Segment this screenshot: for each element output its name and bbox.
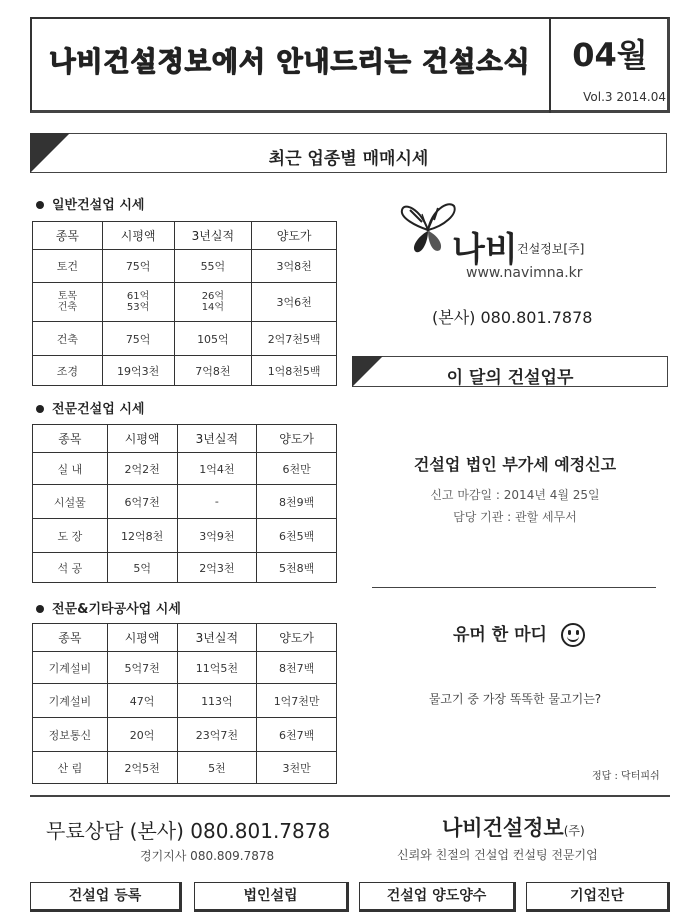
general-construction-title: 일반건설업 시세 — [52, 198, 145, 213]
humor-heading — [453, 620, 585, 647]
price-cell: 3천만 — [257, 752, 337, 784]
table-row — [33, 684, 337, 718]
column-header: 시평액 — [107, 624, 177, 652]
column-header: 종목 — [33, 624, 108, 652]
kind-cell: 토목 건축 — [33, 283, 103, 322]
table-row — [33, 519, 337, 553]
issue-month: 04월 — [572, 36, 648, 74]
price-cell: 1억8천5백 — [252, 356, 337, 386]
valuation-cell: 6억7천 — [107, 485, 177, 519]
price-cell: 6천7백 — [257, 718, 337, 752]
kind-cell: 실 내 — [33, 453, 108, 485]
company-slogan: 신뢰와 친절의 건설업 컨설팅 전문기업 — [397, 848, 598, 862]
special-construction-heading — [36, 398, 144, 417]
smiley-icon — [561, 623, 585, 647]
bullet-icon — [36, 405, 44, 413]
special-construction-title: 전문건설업 시세 — [52, 402, 145, 417]
humor-answer: 정답 : 닥터피쉬 — [592, 771, 660, 782]
record-cell: 105억 — [174, 322, 252, 356]
record-cell: 23억7천 — [177, 718, 257, 752]
business-office: 담당 기관 : 관할 세무서 — [453, 510, 577, 524]
price-cell: 6천만 — [257, 453, 337, 485]
valuation-cell: 75억 — [102, 322, 174, 356]
section-divider — [372, 587, 656, 588]
company-logo-subtitle: 건설정보[주] — [517, 242, 585, 256]
valuation-cell: 19억3천 — [102, 356, 174, 386]
free-consult-phone: 무료상담 (본사) 080.801.7878 — [46, 819, 331, 843]
business-deadline: 신고 마감일 : 2014년 4월 25일 — [430, 488, 600, 502]
column-header: 종목 — [33, 222, 103, 250]
kind-cell: 시설물 — [33, 485, 108, 519]
table-row — [33, 752, 337, 784]
column-header: 양도가 — [252, 222, 337, 250]
table-row — [33, 453, 337, 485]
record-cell: 7억8천 — [174, 356, 252, 386]
other-construction-heading — [36, 598, 181, 617]
service-construction-registration-button[interactable]: 건설업 등록 — [30, 882, 182, 912]
humor-title: 유머 한 마디 — [453, 625, 547, 645]
other-construction-title: 전문&기타공사업 시세 — [52, 602, 181, 617]
table-row — [33, 250, 337, 283]
kind-cell: 산 림 — [33, 752, 108, 784]
column-header: 양도가 — [257, 425, 337, 453]
company-url[interactable]: www.navimna.kr — [466, 265, 583, 281]
price-cell: 5천8백 — [257, 553, 337, 583]
general-construction-heading — [36, 194, 144, 213]
table-row — [33, 283, 337, 322]
price-cell: 8천9백 — [257, 485, 337, 519]
table-row — [33, 322, 337, 356]
table-row — [33, 553, 337, 583]
kind-cell: 도 장 — [33, 519, 108, 553]
column-header: 종목 — [33, 425, 108, 453]
market-price-banner — [30, 133, 667, 173]
general-construction-table — [32, 221, 337, 386]
table-row — [33, 485, 337, 519]
valuation-cell: 5억 — [107, 553, 177, 583]
headquarters-phone: (본사) 080.801.7878 — [432, 308, 593, 327]
butterfly-logo-icon — [398, 200, 460, 262]
special-construction-table — [32, 424, 337, 583]
newsletter-title: 나비건설정보에서 안내드리는 건설소식 — [49, 47, 531, 78]
branch-phone: 경기지사 080.809.7878 — [140, 849, 275, 863]
table-row — [33, 652, 337, 684]
valuation-cell: 2억2천 — [107, 453, 177, 485]
valuation-cell: 61억 53억 — [102, 283, 174, 322]
kind-cell: 기계설비 — [33, 684, 108, 718]
table-header-row — [33, 624, 337, 652]
market-price-title: 최근 업종별 매매시세 — [268, 149, 429, 169]
record-cell: 1억4천 — [177, 453, 257, 485]
kind-cell: 조경 — [33, 356, 103, 386]
column-header: 시평액 — [107, 425, 177, 453]
other-construction-table — [32, 623, 337, 784]
table-row — [33, 356, 337, 386]
valuation-cell: 12억8천 — [107, 519, 177, 553]
bullet-icon — [36, 201, 44, 209]
record-cell: 55억 — [174, 250, 252, 283]
kind-cell: 기계설비 — [33, 652, 108, 684]
record-cell: 11억5천 — [177, 652, 257, 684]
record-cell: 3억9천 — [177, 519, 257, 553]
price-cell: 2억7천5백 — [252, 322, 337, 356]
footer-divider — [30, 795, 670, 797]
table-row — [33, 718, 337, 752]
price-cell: 6천5백 — [257, 519, 337, 553]
column-header: 3년실적 — [174, 222, 252, 250]
price-cell: 3억6천 — [252, 283, 337, 322]
kind-cell: 석 공 — [33, 553, 108, 583]
record-cell: - — [177, 485, 257, 519]
business-task-title: 건설업 법인 부가세 예정신고 — [413, 455, 617, 474]
monthly-business-banner — [352, 356, 668, 387]
service-diagnosis-button[interactable]: 기업진단 — [526, 882, 670, 912]
bullet-icon — [36, 605, 44, 613]
kind-cell: 정보통신 — [33, 718, 108, 752]
kind-cell: 건축 — [33, 322, 103, 356]
record-cell: 113억 — [177, 684, 257, 718]
table-header-row — [33, 425, 337, 453]
record-cell: 26억 14억 — [174, 283, 252, 322]
price-cell: 3억8천 — [252, 250, 337, 283]
valuation-cell: 5억7천 — [107, 652, 177, 684]
price-cell: 8천7백 — [257, 652, 337, 684]
kind-cell: 토건 — [33, 250, 103, 283]
column-header: 3년실적 — [177, 425, 257, 453]
column-header: 시평액 — [102, 222, 174, 250]
service-incorporation-button[interactable]: 법인설립 — [194, 882, 349, 912]
valuation-cell: 2억5천 — [107, 752, 177, 784]
valuation-cell: 20억 — [107, 718, 177, 752]
record-cell: 2억3천 — [177, 553, 257, 583]
company-logo-word: 나비 — [452, 230, 518, 270]
issue-volume: Vol.3 2014.04 — [583, 90, 666, 104]
column-header: 양도가 — [257, 624, 337, 652]
valuation-cell: 75억 — [102, 250, 174, 283]
header-divider — [549, 17, 551, 113]
record-cell: 5천 — [177, 752, 257, 784]
service-transfer-button[interactable]: 건설업 양도양수 — [359, 882, 516, 912]
column-header: 3년실적 — [177, 624, 257, 652]
humor-question: 물고기 중 가장 똑똑한 물고기는? — [428, 692, 602, 706]
valuation-cell: 47억 — [107, 684, 177, 718]
footer-company-name: 나비건설정보(주) — [442, 816, 585, 840]
price-cell: 1억7천만 — [257, 684, 337, 718]
monthly-business-title: 이 달의 건설업무 — [446, 368, 574, 388]
table-header-row — [33, 222, 337, 250]
